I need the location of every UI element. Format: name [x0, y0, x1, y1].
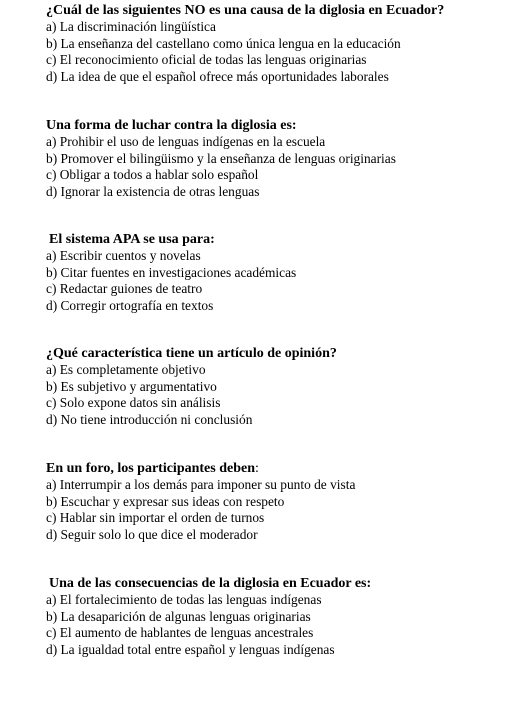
option-a: a) Prohibir el uso de lenguas indígenas en la escuela — [46, 134, 326, 149]
option-a: a) La discriminación lingüística — [46, 19, 216, 34]
question-5-options — [46, 477, 516, 543]
question-6-prompt — [46, 575, 516, 592]
option-c: c) Solo expone datos sin análisis — [46, 395, 221, 410]
question-3-prompt-text: El sistema APA se usa para: — [49, 232, 215, 247]
option-a: a) El fortalecimiento de todas las lenguas indígenas — [46, 592, 322, 607]
option-d: d) No tiene introducción ni conclusión — [46, 411, 253, 427]
option-d: d) La idea de que el español ofrece más oportunidades laborales — [46, 68, 389, 84]
option-c: c) Redactar guiones de teatro — [46, 281, 203, 296]
question-5-prompt-colon: : — [255, 461, 259, 476]
question-3-prompt — [46, 231, 516, 248]
question-1-prompt-text: ¿Cuál de las siguientes NO es una causa de la diglosia en Ecuador? — [46, 3, 445, 18]
option-c: c) Hablar sin importar el orden de turnos — [46, 510, 265, 525]
option-c: c) Obligar a todos a hablar solo español — [46, 167, 259, 182]
question-5-prompt-text: En un foro, los participantes deben — [46, 461, 255, 476]
question-1 — [46, 2, 516, 85]
option-b: b) La enseñanza del castellano como única lengua en la educación — [46, 35, 401, 51]
option-a: a) Escribir cuentos y novelas — [46, 248, 201, 263]
question-3 — [46, 231, 516, 314]
question-5 — [46, 460, 516, 543]
option-d: d) Ignorar la existencia de otras lenguas — [46, 183, 260, 199]
question-2-options — [46, 134, 516, 200]
question-4-prompt-text: ¿Qué característica tiene un artículo de opinión? — [46, 346, 337, 361]
question-6-options — [46, 592, 516, 658]
question-6 — [46, 575, 516, 658]
option-b: b) La desaparición de algunas lenguas originarias — [46, 608, 311, 624]
option-b: b) Es subjetivo y argumentativo — [46, 378, 217, 394]
option-a: a) Interrumpir a los demás para imponer su punto de vista — [46, 477, 356, 492]
question-4 — [46, 345, 516, 428]
option-d: d) La igualdad total entre español y lenguas indígenas — [46, 641, 335, 657]
question-6-prompt-text: Una de las consecuencias de la diglosia en Ecuador es: — [49, 576, 372, 591]
question-1-options — [46, 19, 516, 85]
option-c: c) El aumento de hablantes de lenguas ancestrales — [46, 625, 314, 640]
question-2-prompt-text: Una forma de luchar contra la diglosia es: — [46, 118, 297, 133]
option-a: a) Es completamente objetivo — [46, 362, 206, 377]
option-c: c) El reconocimiento oficial de todas las lenguas originarias — [46, 52, 367, 67]
option-b: b) Escuchar y expresar sus ideas con respeto — [46, 493, 285, 509]
option-d: d) Corregir ortografía en textos — [46, 297, 214, 313]
question-2-prompt — [46, 117, 516, 134]
question-3-options — [46, 248, 516, 314]
question-4-options — [46, 362, 516, 428]
option-b: b) Citar fuentes en investigaciones académicas — [46, 264, 297, 280]
question-1-prompt — [46, 2, 516, 19]
question-5-prompt — [46, 460, 516, 477]
option-d: d) Seguir solo lo que dice el moderador — [46, 526, 258, 542]
option-b: b) Promover el bilingüismo y la enseñanza de lenguas originarias — [46, 150, 396, 166]
question-2 — [46, 117, 516, 200]
question-4-prompt — [46, 345, 516, 362]
